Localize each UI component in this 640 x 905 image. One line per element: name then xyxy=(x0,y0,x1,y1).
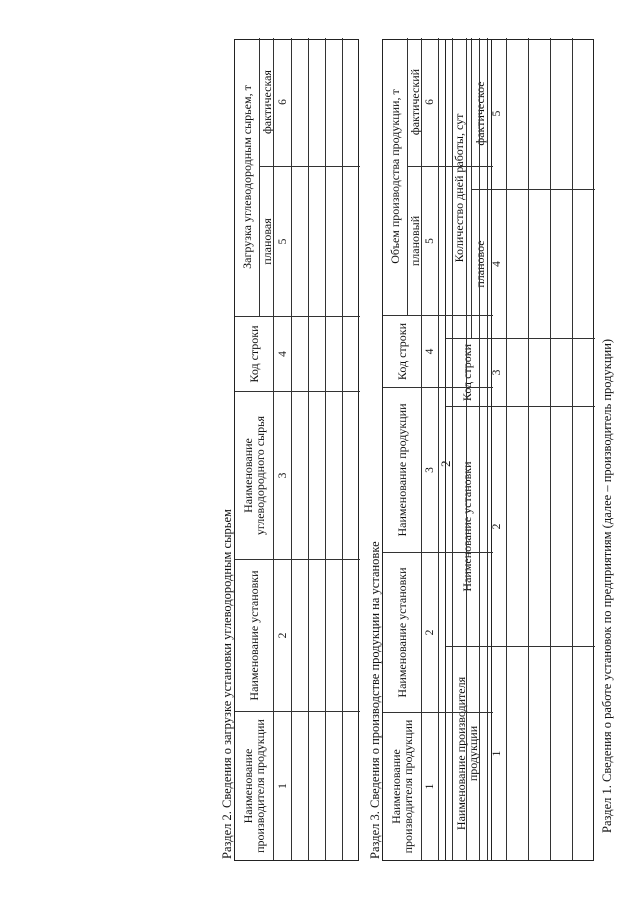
s3-colnum-3: 3 xyxy=(422,387,439,552)
s1-cell xyxy=(551,338,573,406)
s2-cell xyxy=(292,316,309,391)
s3-cell xyxy=(439,315,453,387)
s1-cell xyxy=(507,38,529,189)
s1-cell xyxy=(551,38,573,189)
s1-header-work-days: Количество дней работы, сут xyxy=(446,38,472,338)
s3-cell xyxy=(467,387,480,552)
s2-header-planned: плановая xyxy=(260,166,274,316)
s3-cell xyxy=(439,387,453,552)
s2-cell xyxy=(326,391,343,559)
s3-header-output-volume: Объем производства продукции, т xyxy=(383,38,408,315)
s3-cell xyxy=(480,315,493,387)
s3-cell xyxy=(453,315,467,387)
s2-cell xyxy=(343,711,360,860)
s1-cell xyxy=(507,646,529,860)
s1-colnum-4: 4 xyxy=(488,189,507,338)
s1-cell xyxy=(529,189,551,338)
s1-header-producer: Наименование производителя продукции xyxy=(446,646,488,860)
s2-cell xyxy=(326,711,343,860)
s1-cell xyxy=(551,406,573,646)
s1-cell xyxy=(529,406,551,646)
s3-cell xyxy=(467,712,480,860)
s3-cell xyxy=(439,552,453,712)
section3-title: Раздел 3. Сведения о производстве продукции на установке xyxy=(368,541,382,859)
s1-header-actual: фактическое xyxy=(472,38,488,189)
s3-cell xyxy=(439,712,453,860)
s2-colnum-6: 6 xyxy=(274,38,292,166)
s3-cell xyxy=(453,552,467,712)
s2-header-unit: Наименование установки xyxy=(235,559,274,711)
s2-cell xyxy=(309,316,326,391)
s2-cell xyxy=(343,166,360,316)
s2-cell xyxy=(309,391,326,559)
s2-cell xyxy=(292,166,309,316)
s1-cell xyxy=(551,189,573,338)
section3-table xyxy=(382,39,492,861)
s2-cell xyxy=(326,166,343,316)
s3-cell xyxy=(453,38,467,166)
s1-cell xyxy=(573,189,595,338)
s3-cell xyxy=(480,387,493,552)
s3-cell xyxy=(467,38,480,166)
s2-cell xyxy=(343,559,360,711)
s3-cell xyxy=(439,38,453,166)
s2-colnum-1: 1 xyxy=(274,711,292,860)
s1-header-row-code: Код строки xyxy=(446,338,488,406)
s2-colnum-4: 4 xyxy=(274,316,292,391)
s3-header-producer: Наименование производителя продукции xyxy=(383,712,422,860)
s3-cell xyxy=(480,38,493,166)
s1-cell xyxy=(507,338,529,406)
s2-colnum-5: 5 xyxy=(274,166,292,316)
s2-colnum-3: 3 xyxy=(274,391,292,559)
s1-cell xyxy=(573,338,595,406)
s2-cell xyxy=(309,38,326,166)
s1-cell xyxy=(507,189,529,338)
s3-colnum-6: 6 xyxy=(422,38,439,166)
s3-colnum-4: 4 xyxy=(422,315,439,387)
s1-cell xyxy=(551,646,573,860)
s2-colnum-2: 2 xyxy=(274,559,292,711)
section2-table xyxy=(234,39,359,861)
section1-title: Раздел 1. Сведения о работе установок по предприятиям (далее – производитель продукции) xyxy=(600,338,614,833)
page-number: 2 xyxy=(438,460,453,467)
s3-header-row-code: Код строки xyxy=(383,315,422,387)
s3-header-unit: Наименование установки xyxy=(383,552,422,712)
s1-colnum-5: 5 xyxy=(488,38,507,189)
s3-colnum-1: 1 xyxy=(422,712,439,860)
s3-cell xyxy=(480,712,493,860)
s2-cell xyxy=(292,391,309,559)
s2-header-actual: фактическая xyxy=(260,38,274,166)
s3-cell xyxy=(453,166,467,315)
section2-title: Раздел 2. Сведения о загрузке установки углеводородным сырьем xyxy=(220,509,234,859)
s2-cell xyxy=(326,559,343,711)
s1-header-planned: плановое xyxy=(472,189,488,338)
s3-colnum-2: 2 xyxy=(422,552,439,712)
s2-cell xyxy=(292,559,309,711)
s2-header-feed-load: Загрузка углеводородным сырьем, т xyxy=(235,38,260,316)
s3-cell xyxy=(439,166,453,315)
s3-header-product: Наименование продукции xyxy=(383,387,422,552)
s1-cell xyxy=(529,338,551,406)
s2-cell xyxy=(326,38,343,166)
s3-cell xyxy=(467,166,480,315)
s3-cell xyxy=(453,387,467,552)
s1-cell xyxy=(507,406,529,646)
s3-cell xyxy=(467,315,480,387)
s2-cell xyxy=(309,559,326,711)
s2-cell xyxy=(326,316,343,391)
s2-cell xyxy=(343,391,360,559)
s2-cell xyxy=(343,38,360,166)
s3-cell xyxy=(453,712,467,860)
s2-header-feed: Наименование углеводородного сырья xyxy=(235,391,274,559)
s3-cell xyxy=(480,166,493,315)
s2-cell xyxy=(309,711,326,860)
s2-cell xyxy=(343,316,360,391)
s1-header-unit: Наименование установки xyxy=(446,406,488,646)
s2-cell xyxy=(292,38,309,166)
s1-cell xyxy=(573,406,595,646)
s3-header-actual: фактический xyxy=(408,38,422,166)
s3-colnum-5: 5 xyxy=(422,166,439,315)
s3-header-planned: плановый xyxy=(408,166,422,315)
s1-cell xyxy=(573,646,595,860)
s2-header-producer: Наименование производителя продукции xyxy=(235,711,274,860)
s3-cell xyxy=(467,552,480,712)
s1-cell xyxy=(573,38,595,189)
s1-colnum-3: 3 xyxy=(488,338,507,406)
s2-cell xyxy=(309,166,326,316)
s3-cell xyxy=(480,552,493,712)
s1-colnum-1: 1 xyxy=(488,646,507,860)
s2-header-row-code: Код строки xyxy=(235,316,274,391)
s2-cell xyxy=(292,711,309,860)
s1-cell xyxy=(529,646,551,860)
s1-cell xyxy=(529,38,551,189)
s1-colnum-2: 2 xyxy=(488,406,507,646)
